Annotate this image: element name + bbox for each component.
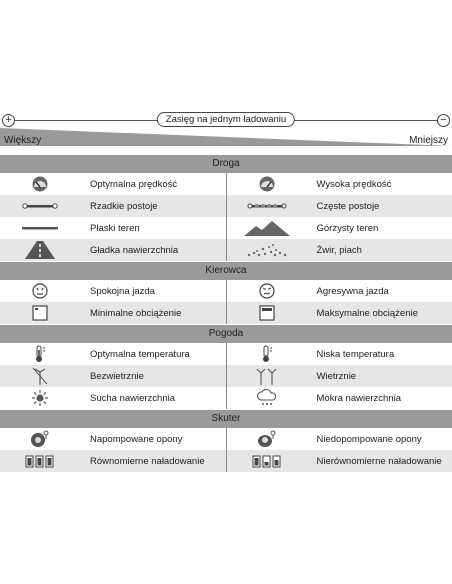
right-factor-cell [227,239,452,261]
left-factor-cell [0,217,227,239]
range-title: Zasięg na jednym ładowaniu [157,112,295,127]
min-load-icon [0,305,80,321]
factor-row [0,173,452,195]
factor-row [0,280,452,302]
left-factor-cell [0,343,227,365]
range-right-label: Mniejszy [409,135,448,146]
left-factor-label: Optymalna prędkość [90,178,178,190]
section-header: Skuter [0,409,452,428]
factor-row [0,387,452,409]
right-factor-label: Niska temperatura [316,348,395,360]
gravel-icon [227,243,307,257]
right-factor-label: Częste postoje [316,200,380,212]
right-factor-cell [227,450,452,472]
speedometer-low-icon [0,176,80,192]
right-factor-label: Wietrznie [316,370,357,382]
left-factor-cell [0,195,227,217]
left-factor-label: Bezwietrznie [90,370,144,382]
right-factor-label: Agresywna jazda [316,285,389,297]
tire-inflated-icon [0,430,80,448]
rain-cloud-icon [227,389,307,407]
factor-row [0,428,452,450]
right-factor-label: Wysoka prędkość [316,178,392,190]
left-factor-label: Rzadkie postoje [90,200,158,212]
left-factor-label: Równomierne naładowanie [90,455,205,467]
range-left-label: Większy [4,135,42,146]
right-factor-label: Niedopompowane opony [316,433,422,445]
factors-table [0,154,452,472]
left-factor-label: Optymalna temperatura [90,348,190,360]
mountains-icon [227,220,307,236]
batteries-uneven-icon [227,454,307,468]
right-factor-cell [227,343,452,365]
right-factor-cell [227,365,452,387]
factor-row [0,195,452,217]
right-factor-cell [227,428,452,450]
left-factor-label: Minimalne obciążenie [90,307,182,319]
right-factor-cell [227,387,452,409]
range-wedge [0,128,452,148]
left-factor-cell [0,302,227,324]
few-stops-icon [0,201,80,211]
batteries-even-icon [0,454,80,468]
many-stops-icon [227,201,307,211]
section-header: Droga [0,154,452,173]
tire-deflated-icon [227,430,307,448]
left-factor-cell [0,450,227,472]
minus-icon: − [437,114,450,127]
flat-terrain-icon [0,225,80,231]
right-factor-label: Żwir, piach [316,244,362,256]
plus-icon: + [2,114,15,127]
sun-icon [0,389,80,407]
right-factor-cell [227,195,452,217]
factor-row [0,450,452,472]
left-factor-cell [0,173,227,195]
left-factor-cell [0,387,227,409]
factor-row [0,217,452,239]
section-header: Pogoda [0,324,452,343]
left-factor-label: Gładka nawierzchnia [90,244,179,256]
calm-face-icon [0,283,80,299]
factor-row [0,343,452,365]
left-factor-label: Płaski teren [90,222,140,234]
max-load-icon [227,305,307,321]
right-factor-label: Górzysty teren [316,222,379,234]
factor-row [0,302,452,324]
right-factor-cell [227,280,452,302]
range-scale [0,112,452,148]
section-header: Kierowca [0,261,452,280]
smooth-road-icon [0,241,80,259]
wind-turbine-icon [227,367,307,385]
speedometer-high-icon [227,176,307,192]
left-factor-label: Spokojna jazda [90,285,155,297]
aggressive-face-icon [227,283,307,299]
left-factor-cell [0,280,227,302]
right-factor-cell [227,217,452,239]
factor-row [0,365,452,387]
right-factor-label: Nierównomierne naładowanie [316,455,442,467]
left-factor-cell [0,428,227,450]
right-factor-cell [227,302,452,324]
left-factor-cell [0,239,227,261]
right-factor-label: Mokra nawierzchnia [316,392,401,404]
left-factor-label: Napompowane opony [90,433,183,445]
thermometer-optimal-icon [0,345,80,363]
thermometer-low-icon [227,345,307,363]
right-factor-cell [227,173,452,195]
no-wind-icon [0,367,80,385]
left-factor-cell [0,365,227,387]
left-factor-label: Sucha nawierzchnia [90,392,176,404]
right-factor-label: Maksymalne obciążenie [316,307,418,319]
factor-row [0,239,452,261]
